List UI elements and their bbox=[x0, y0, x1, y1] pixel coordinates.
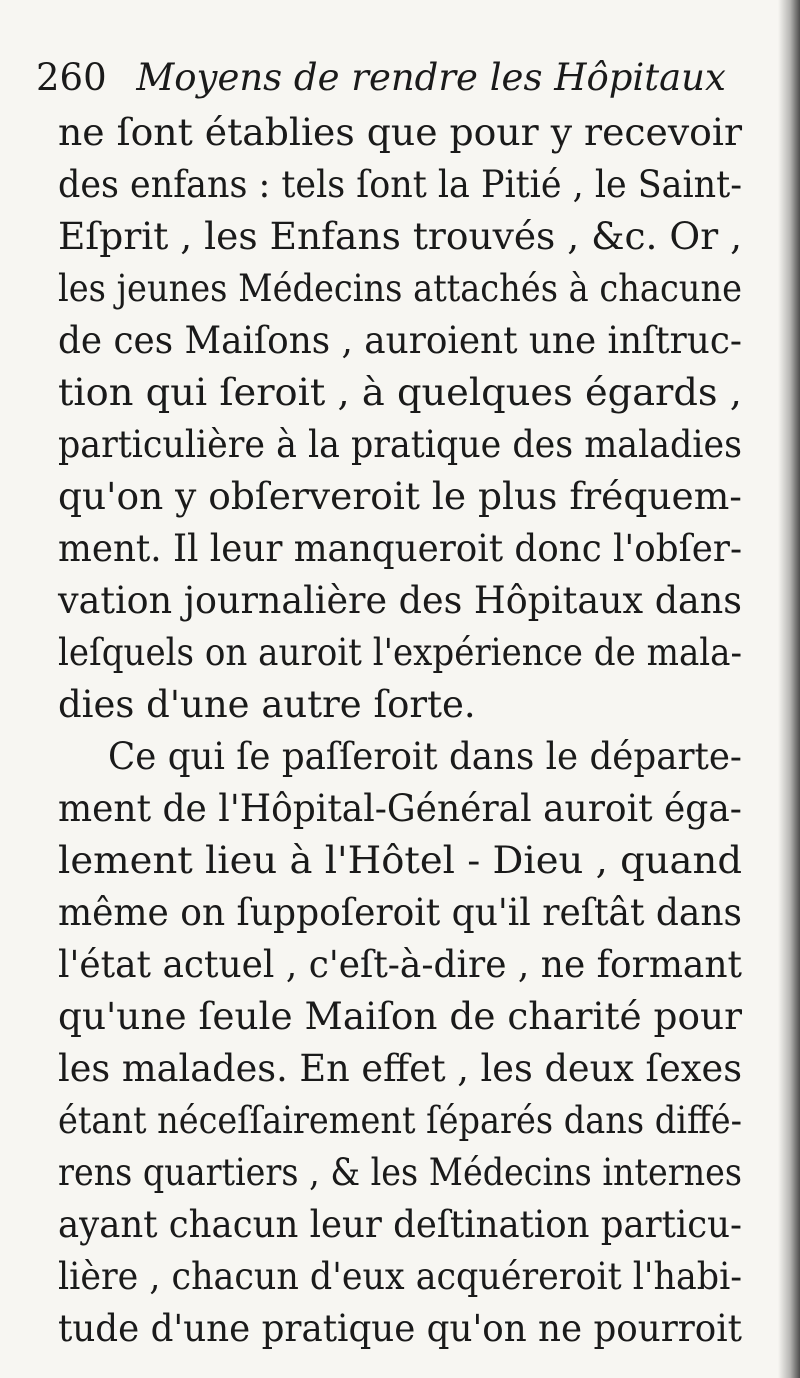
text-line: tion qui ſeroit , à quelques égards , bbox=[58, 371, 742, 414]
text-line: ayant chacun leur deſtination particu- bbox=[58, 1203, 743, 1246]
text-line: de ces Maiſons , auroient une inſtruc- bbox=[58, 319, 742, 362]
text-line: ne ſont établies que pour y recevoir bbox=[58, 111, 742, 154]
text-line: rens quartiers , & les Médecins internes bbox=[58, 1151, 743, 1194]
text-line: lière , chacun d'eux acquéreroit l'habi- bbox=[58, 1255, 743, 1298]
page-header bbox=[36, 52, 756, 104]
text-line: particulière à la pratique des maladies bbox=[58, 423, 742, 466]
text-line: vation journalière des Hôpitaux dans bbox=[58, 579, 743, 622]
text-line: qu'une ſeule Maiſon de charité pour bbox=[58, 995, 742, 1038]
text-line: leſquels on auroit l'expérience de mala- bbox=[58, 631, 743, 674]
text-line: Eſprit , les Enfans trouvés , &c. Or , bbox=[58, 215, 743, 258]
text-line: étant néceſſairement ſéparés dans diffé- bbox=[58, 1099, 743, 1142]
text-line: Ce qui ſe paſſeroit dans le départe- bbox=[108, 735, 742, 778]
text-line: lement lieu à l'Hôtel - Dieu , quand bbox=[58, 839, 742, 882]
text-line: l'état actuel , c'eſt-à-dire , ne formant bbox=[58, 943, 742, 986]
page-number: 260 bbox=[36, 56, 107, 99]
text-line: qu'on y obſerveroit le plus fréquem- bbox=[58, 475, 742, 518]
text-line: ment. Il leur manqueroit donc l'obſer- bbox=[58, 527, 743, 570]
text-line: dies d'une autre ſorte. bbox=[58, 683, 476, 726]
text-line: des enfans : tels ſont la Pitié , le Saint- bbox=[58, 163, 743, 206]
running-title: Moyens de rendre les Hôpitaux bbox=[136, 56, 726, 99]
text-line: les jeunes Médecins attachés à chacune bbox=[58, 267, 743, 310]
text-line: ment de l'Hôpital-Général auroit éga- bbox=[58, 787, 742, 830]
text-line: les malades. En effet , les deux ſexes bbox=[58, 1047, 743, 1090]
text-line: même on ſuppoſeroit qu'il reſtât dans bbox=[58, 891, 743, 934]
page-edge-shadow bbox=[778, 0, 800, 1378]
text-line: tude d'une pratique qu'on ne pourroit bbox=[58, 1307, 743, 1350]
